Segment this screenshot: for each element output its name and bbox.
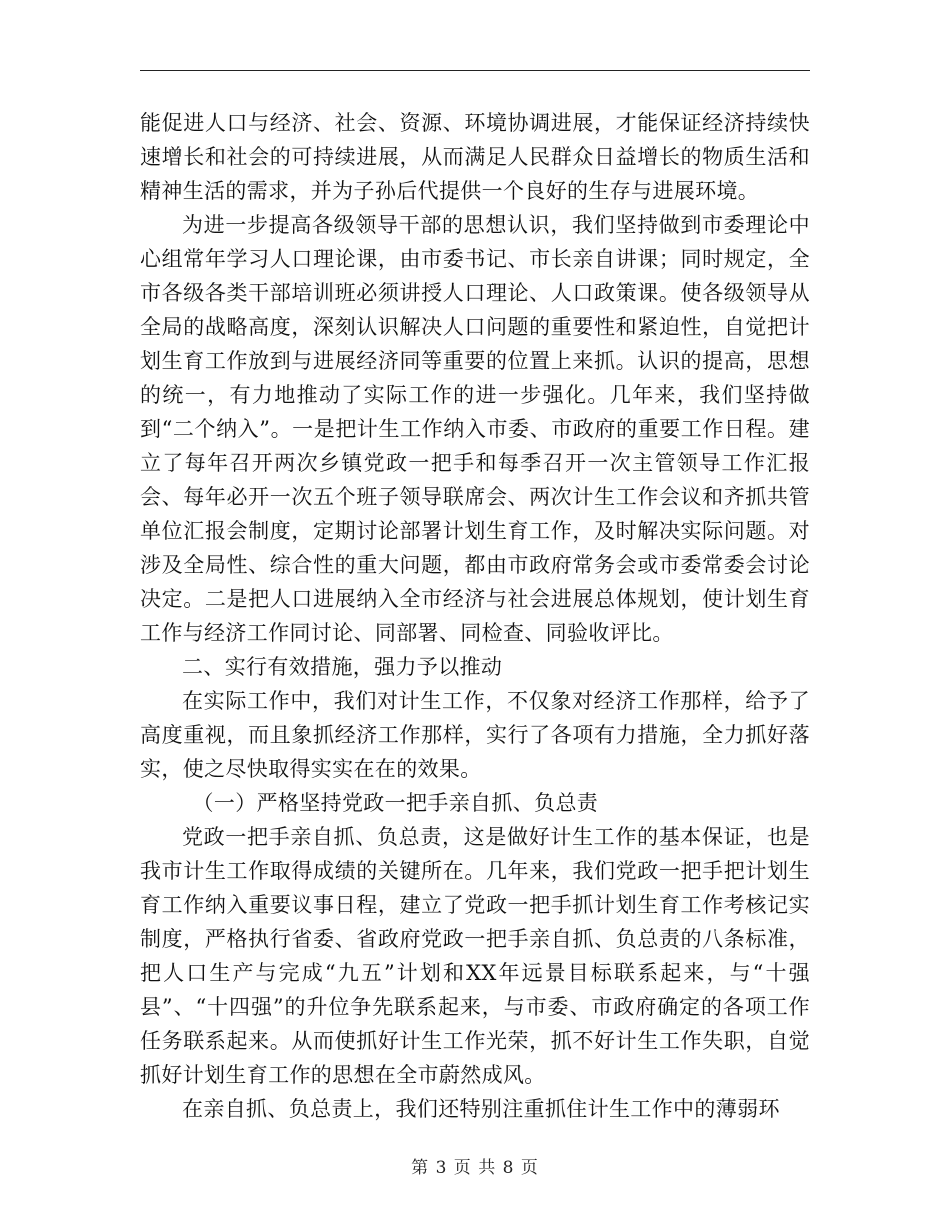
paragraph-leadership-awareness: 为进一步提高各级领导干部的思想认识，我们坚持做到市委理论中心组常年学习人口理论课，由市委书记、市长亲自讲课；同时规定，全市各级各类干部培训班必须讲授人口理论、人口政策课。使各级领导从全局的战略高度，深刻认识解决人口问题的重要性和紧迫性，自觉把计划生育工作放到与进展经济同等重要的位置上来抓。认识的提高，思想的统一，有力地推动了实际工作的进一步强化。几年来，我们坚持做到“二个纳入”。一是把计生工作纳入市委、市政府的重要工作日程。建立了每年召开两次乡镇党政一把手和每季召开一次主管领导工作汇报会、每年必开一次五个班子领导联席会、两次计生工作会议和齐抓共管单位汇报会制度，定期讨论部署计划生育工作，及时解决实际问题。对涉及全局性、综合性的重大问题，都由市政府常务会或市委常委会讨论决定。二是把人口进展纳入全市经济与社会进展总体规划，使计划生育工作与经济工作同讨论、同部署、同检查、同验收评比。	[140, 213, 810, 645]
body-text	[140, 106, 810, 1126]
paragraph-weak-links: 在亲自抓、负总责上，我们还特别注重抓住计生工作中的薄弱环	[182, 1097, 780, 1121]
section-heading-measures: 二、实行有效措施，强力予以推动	[182, 655, 503, 679]
paragraph-continued: 能促进人口与经济、社会、资源、环境协调进展，才能保证经济持续快速增长和社会的可持续进展，从而满足人民群众日益增长的物质生活和精神生活的需求，并为子孙后代提供一个良好的生存与进展环境。	[140, 111, 810, 203]
paragraph-practical-work: 在实际工作中，我们对计生工作，不仅象对经济工作那样，给予了高度重视，而且象抓经济工作那样，实行了各项有力措施，全力抓好落实，使之尽快取得实实在在的效果。	[140, 689, 810, 781]
page-number-footer: 第 3 页 共 8 页	[411, 1158, 539, 1178]
paragraph-leaders-responsibility: 党政一把手亲自抓、负总责，这是做好计生工作的基本保证，也是我市计生工作取得成绩的关键所在。几年来，我们党政一把手把计划生育工作纳入重要议事日程，建立了党政一把手抓计划生育工作考核记实制度，严格执行省委、省政府党政一把手亲自抓、负总责的八条标准，把人口生产与完成“九五”计划和XX年远景目标联系起来，与“十强县”、“十四强”的升位争先联系起来，与市委、市政府确定的各项工作任务联系起来。从而使抓好计生工作光荣，抓不好计生工作失职，自觉抓好计划生育工作的思想在全市蔚然成风。	[140, 825, 810, 1087]
header-rule	[140, 70, 810, 71]
subsection-heading-leaders: （一）严格坚持党政一把手亲自抓、负总责	[192, 791, 599, 815]
